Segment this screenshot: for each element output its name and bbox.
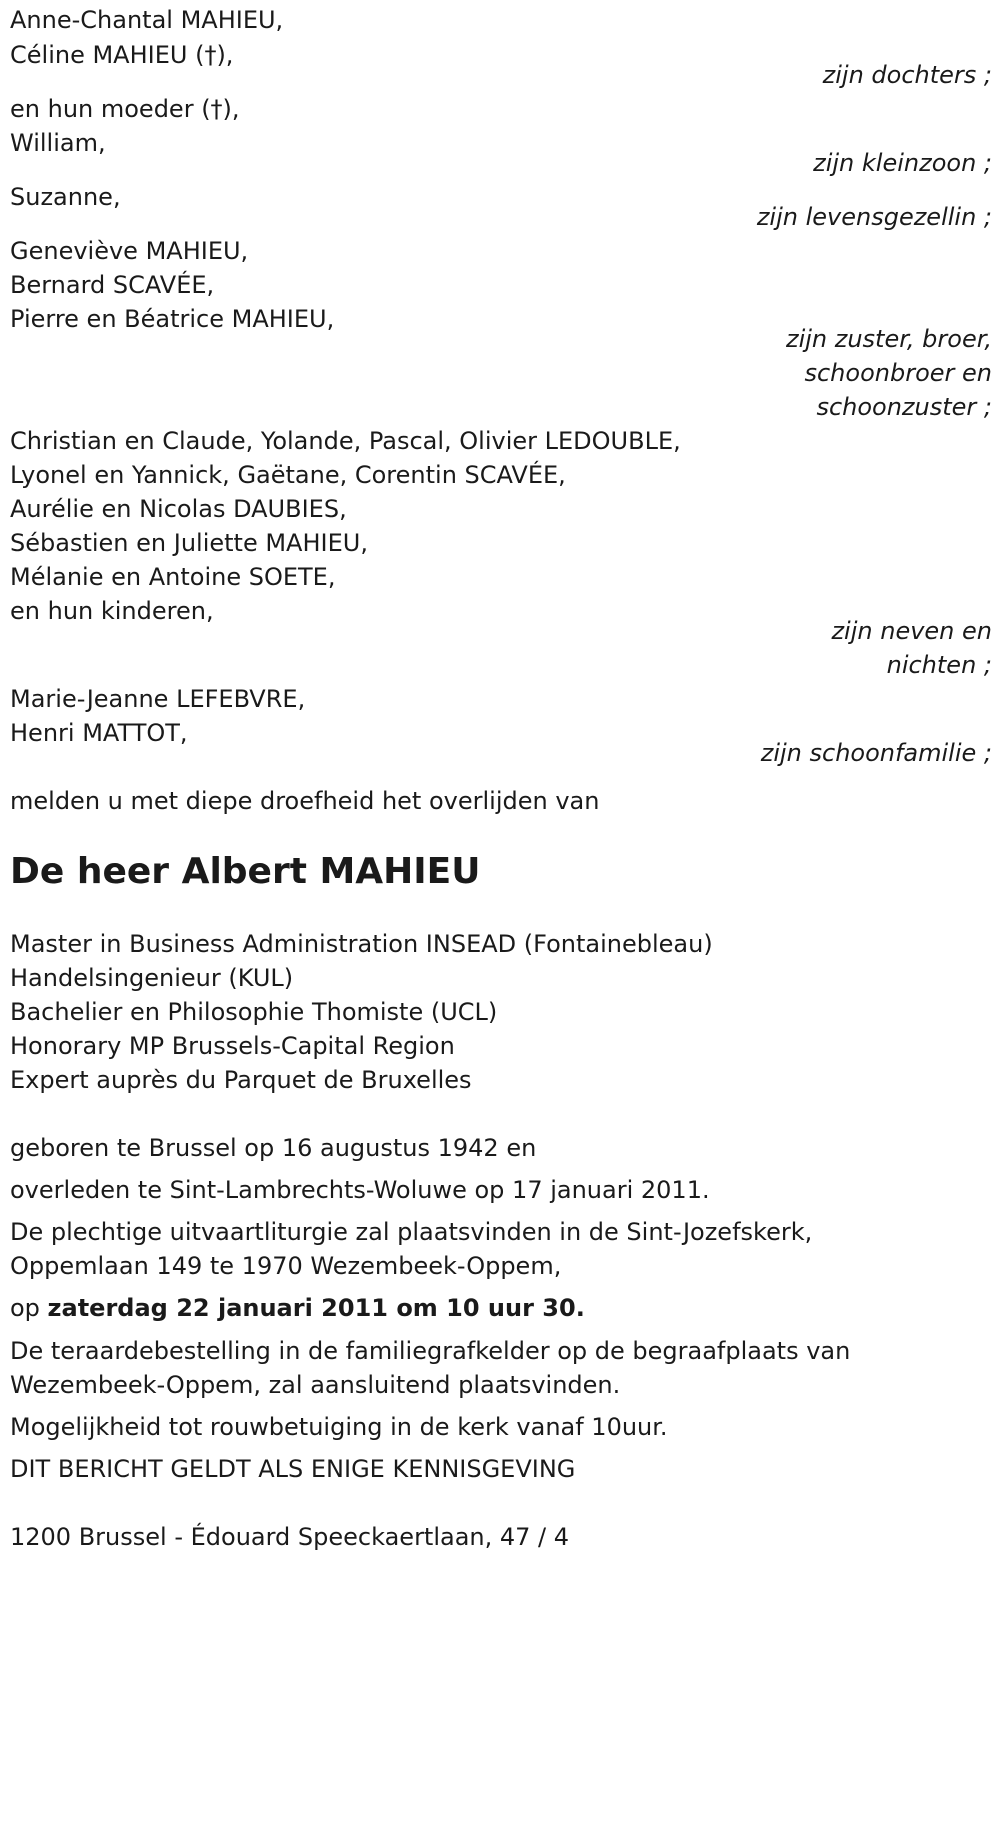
family-name: Mélanie en Antoine SOETE, xyxy=(10,563,336,591)
burial-info: Wezembeek-Oppem, zal aansluitend plaatsvinden. xyxy=(10,1371,621,1399)
relation-label: schoonzuster ; xyxy=(816,393,992,421)
title-line: Honorary MP Brussels-Capital Region xyxy=(10,1032,455,1060)
funeral-info: Oppemlaan 149 te 1970 Wezembeek-Oppem, xyxy=(10,1252,562,1280)
family-name: Geneviève MAHIEU, xyxy=(10,237,249,265)
family-name: Lyonel en Yannick, Gaëtane, Corentin SCAVÉE, xyxy=(10,461,566,489)
notice-text: DIT BERICHT GELDT ALS ENIGE KENNISGEVING xyxy=(10,1455,576,1483)
family-name: en hun kinderen, xyxy=(10,597,214,625)
title-line: Master in Business Administration INSEAD (Fontainebleau) xyxy=(10,930,713,958)
family-name: Anne-Chantal MAHIEU, xyxy=(10,6,284,34)
family-name: William, xyxy=(10,129,106,157)
relation-label: zijn dochters ; xyxy=(822,61,992,89)
title-line: Handelsingenieur (KUL) xyxy=(10,964,294,992)
family-name: Bernard SCAVÉE, xyxy=(10,271,215,299)
relation-label: zijn schoonfamilie ; xyxy=(760,739,992,767)
address: 1200 Brussel - Édouard Speeckaertlaan, 47 / 4 xyxy=(10,1523,570,1551)
family-name: Pierre en Béatrice MAHIEU, xyxy=(10,305,335,333)
relation-label: nichten ; xyxy=(886,651,992,679)
funeral-date-prefix: op xyxy=(10,1294,48,1322)
title-line: Expert auprès du Parquet de Bruxelles xyxy=(10,1066,472,1094)
relation-label: zijn levensgezellin ; xyxy=(756,203,992,231)
title-line: Bachelier en Philosophie Thomiste (UCL) xyxy=(10,998,498,1026)
announcement-text: melden u met diepe droefheid het overlijden van xyxy=(10,787,600,815)
family-name: Christian en Claude, Yolande, Pascal, Olivier LEDOUBLE, xyxy=(10,427,681,455)
relation-label: schoonbroer en xyxy=(804,359,992,387)
family-name: Suzanne, xyxy=(10,183,121,211)
funeral-date-line xyxy=(10,1293,585,1323)
family-name: Sébastien en Juliette MAHIEU, xyxy=(10,529,368,557)
relation-label: zijn zuster, broer, xyxy=(785,325,992,353)
family-name: Céline MAHIEU (†), xyxy=(10,41,234,69)
death-info: overleden te Sint-Lambrechts-Woluwe op 17 januari 2011. xyxy=(10,1176,710,1204)
relation-label: zijn kleinzoon ; xyxy=(813,149,992,177)
burial-info: De teraardebestelling in de familiegrafkelder op de begraafplaats van xyxy=(10,1337,851,1365)
family-name: Henri MATTOT, xyxy=(10,719,188,747)
funeral-date: zaterdag 22 januari 2011 om 10 uur 30. xyxy=(47,1294,585,1322)
family-name: Marie-Jeanne LEFEBVRE, xyxy=(10,685,306,713)
family-name: en hun moeder (†), xyxy=(10,95,240,123)
funeral-info: De plechtige uitvaartliturgie zal plaatsvinden in de Sint-Jozefskerk, xyxy=(10,1218,813,1246)
deceased-name: De heer Albert MAHIEU xyxy=(10,851,481,892)
condolence-info: Mogelijkheid tot rouwbetuiging in de kerk vanaf 10uur. xyxy=(10,1413,668,1441)
family-name: Aurélie en Nicolas DAUBIES, xyxy=(10,495,347,523)
relation-label: zijn neven en xyxy=(831,617,992,645)
birth-info: geboren te Brussel op 16 augustus 1942 en xyxy=(10,1134,537,1162)
